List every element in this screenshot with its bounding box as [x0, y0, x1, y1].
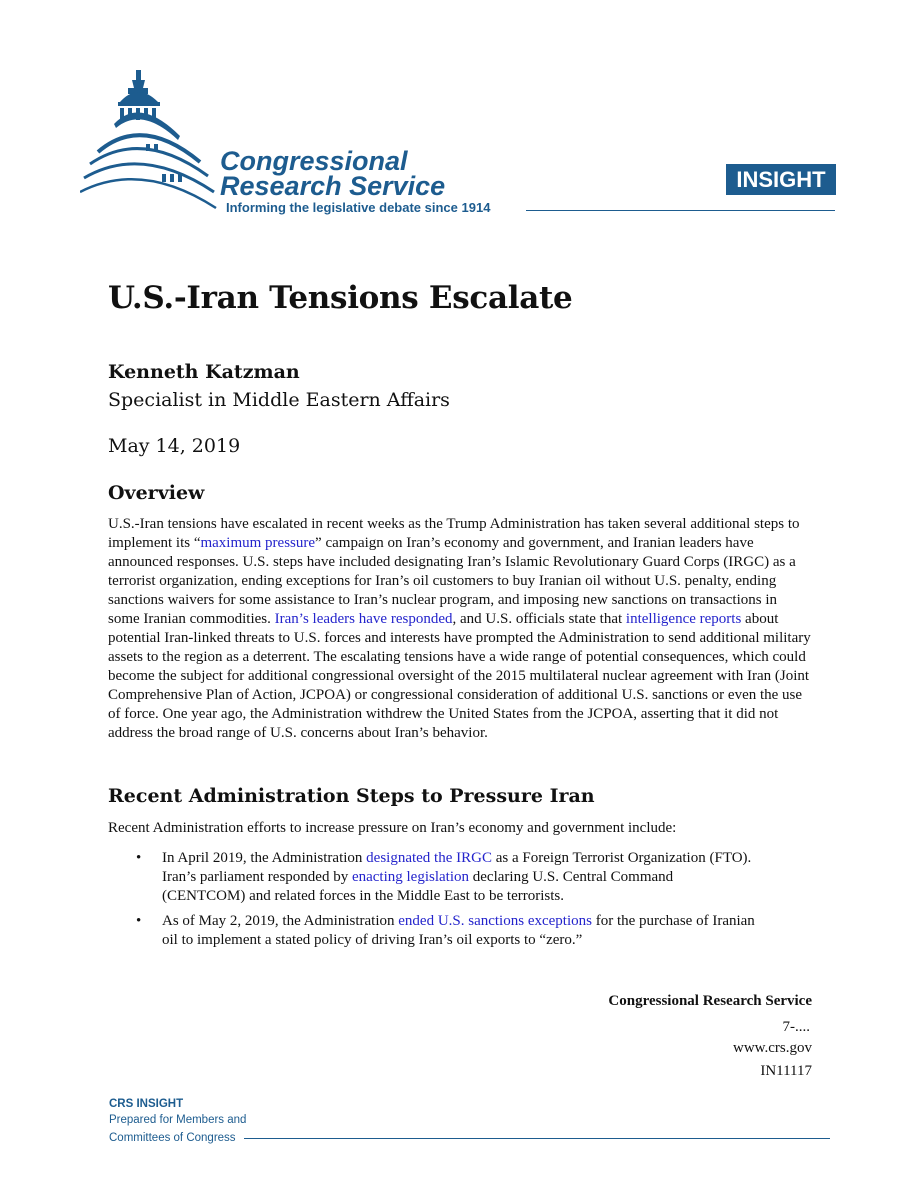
prepared-for-line1: Prepared for Members and	[109, 1114, 247, 1126]
bullet-text: for the purchase of Iranian oil to implement a stated policy of driving Iran’s oil exports to “zero.”	[162, 913, 755, 948]
insight-badge: INSIGHT	[726, 164, 836, 195]
report-number: 7-....	[782, 1019, 810, 1035]
page-title: U.S.-Iran Tensions Escalate	[108, 280, 573, 316]
bullet-text: In April 2019, the Administration	[162, 850, 367, 866]
bullet-icon: •	[136, 913, 142, 929]
overview-text-3: , and U.S. officials state that	[452, 611, 626, 627]
website-url: www.crs.gov	[732, 1040, 812, 1056]
iran-leaders-responded-link[interactable]: Iran’s leaders have responded	[274, 611, 453, 627]
designated-irgc-link[interactable]: designated the IRGC	[366, 850, 492, 866]
report-code: IN11117	[760, 1063, 812, 1079]
bullet-text: As of May 2, 2019, the Administration	[162, 913, 399, 929]
capitol-dome-logo	[80, 66, 220, 216]
recent-steps-heading: Recent Administration Steps to Pressure Iran	[108, 785, 595, 807]
bullet-icon: •	[136, 850, 142, 866]
brand-tagline: Informing the legislative debate since 1914	[226, 200, 491, 215]
header-rule	[526, 210, 835, 211]
publication-date: May 14, 2019	[108, 435, 241, 457]
overview-heading: Overview	[108, 482, 205, 504]
crs-insight-label: CRS INSIGHT	[109, 1098, 184, 1110]
overview-text-4: about potential Iran-linked threats to U.S. forces and interests have prompted the Administration to send additional military assets to the region as a deterrent. The escalating tensions have a wide range of potential consequences, which could become the subject for additional congressional oversight of the 2015 multilateral nuclear agreement with Iran (Joint Comprehensive Plan of Action, JCPOA) or congressional consideration of additional U.S. sanctions or even the use of force. One year ago, the Administration withdrew the United States from the JCPOA, asserting that it did not address the broad range of U.S. concerns about Iran’s behavior.	[108, 611, 811, 741]
intelligence-reports-link[interactable]: intelligence reports	[625, 611, 742, 627]
bullet-text: as a Foreign Terrorist Organization (FTO). Iran’s parliament responded by	[162, 850, 752, 885]
prepared-for-line2: Committees of Congress	[109, 1132, 236, 1144]
overview-text-2: ” campaign on Iran’s economy and government, and Iranian leaders have announced responses. U.S. steps have included designating Iran’s Islamic Revolutionary Guard Corps (IRGC) as a terrorist organization, ending exceptions for Iran’s oil customers to buy Iranian oil without U.S. penalty, ending sanctions waivers for some assistance to Iran’s nuclear program, and imposing new sanctions on transactions in some Iranian commodities.	[108, 535, 796, 627]
list-item	[108, 849, 757, 906]
footer-rule	[244, 1138, 830, 1139]
maximum-pressure-link[interactable]: maximum pressure	[200, 535, 316, 551]
recent-steps-intro: Recent Administration efforts to increase pressure on Iran’s economy and government include:	[108, 820, 677, 836]
sanctions-exceptions-link[interactable]: ended U.S. sanctions exceptions	[398, 913, 592, 929]
overview-text-1: U.S.-Iran tensions have escalated in recent weeks as the Trump Administration has taken several additional steps to implement its “	[108, 516, 800, 551]
recent-steps-list	[108, 849, 812, 956]
list-item	[108, 912, 757, 950]
overview-paragraph	[108, 515, 812, 743]
footer-organization: Congressional Research Service	[608, 993, 812, 1009]
bullet-text: declaring U.S. Central Command (CENTCOM) and related forces in the Middle East to be terrorists.	[162, 869, 674, 904]
enacting-legislation-link[interactable]: enacting legislation	[351, 869, 470, 885]
author-role: Specialist in Middle Eastern Affairs	[108, 389, 450, 411]
brand-name-line2: Research Service	[220, 171, 446, 201]
author-name: Kenneth Katzman	[108, 361, 300, 383]
brand-name-line1: Congressional	[220, 146, 408, 176]
